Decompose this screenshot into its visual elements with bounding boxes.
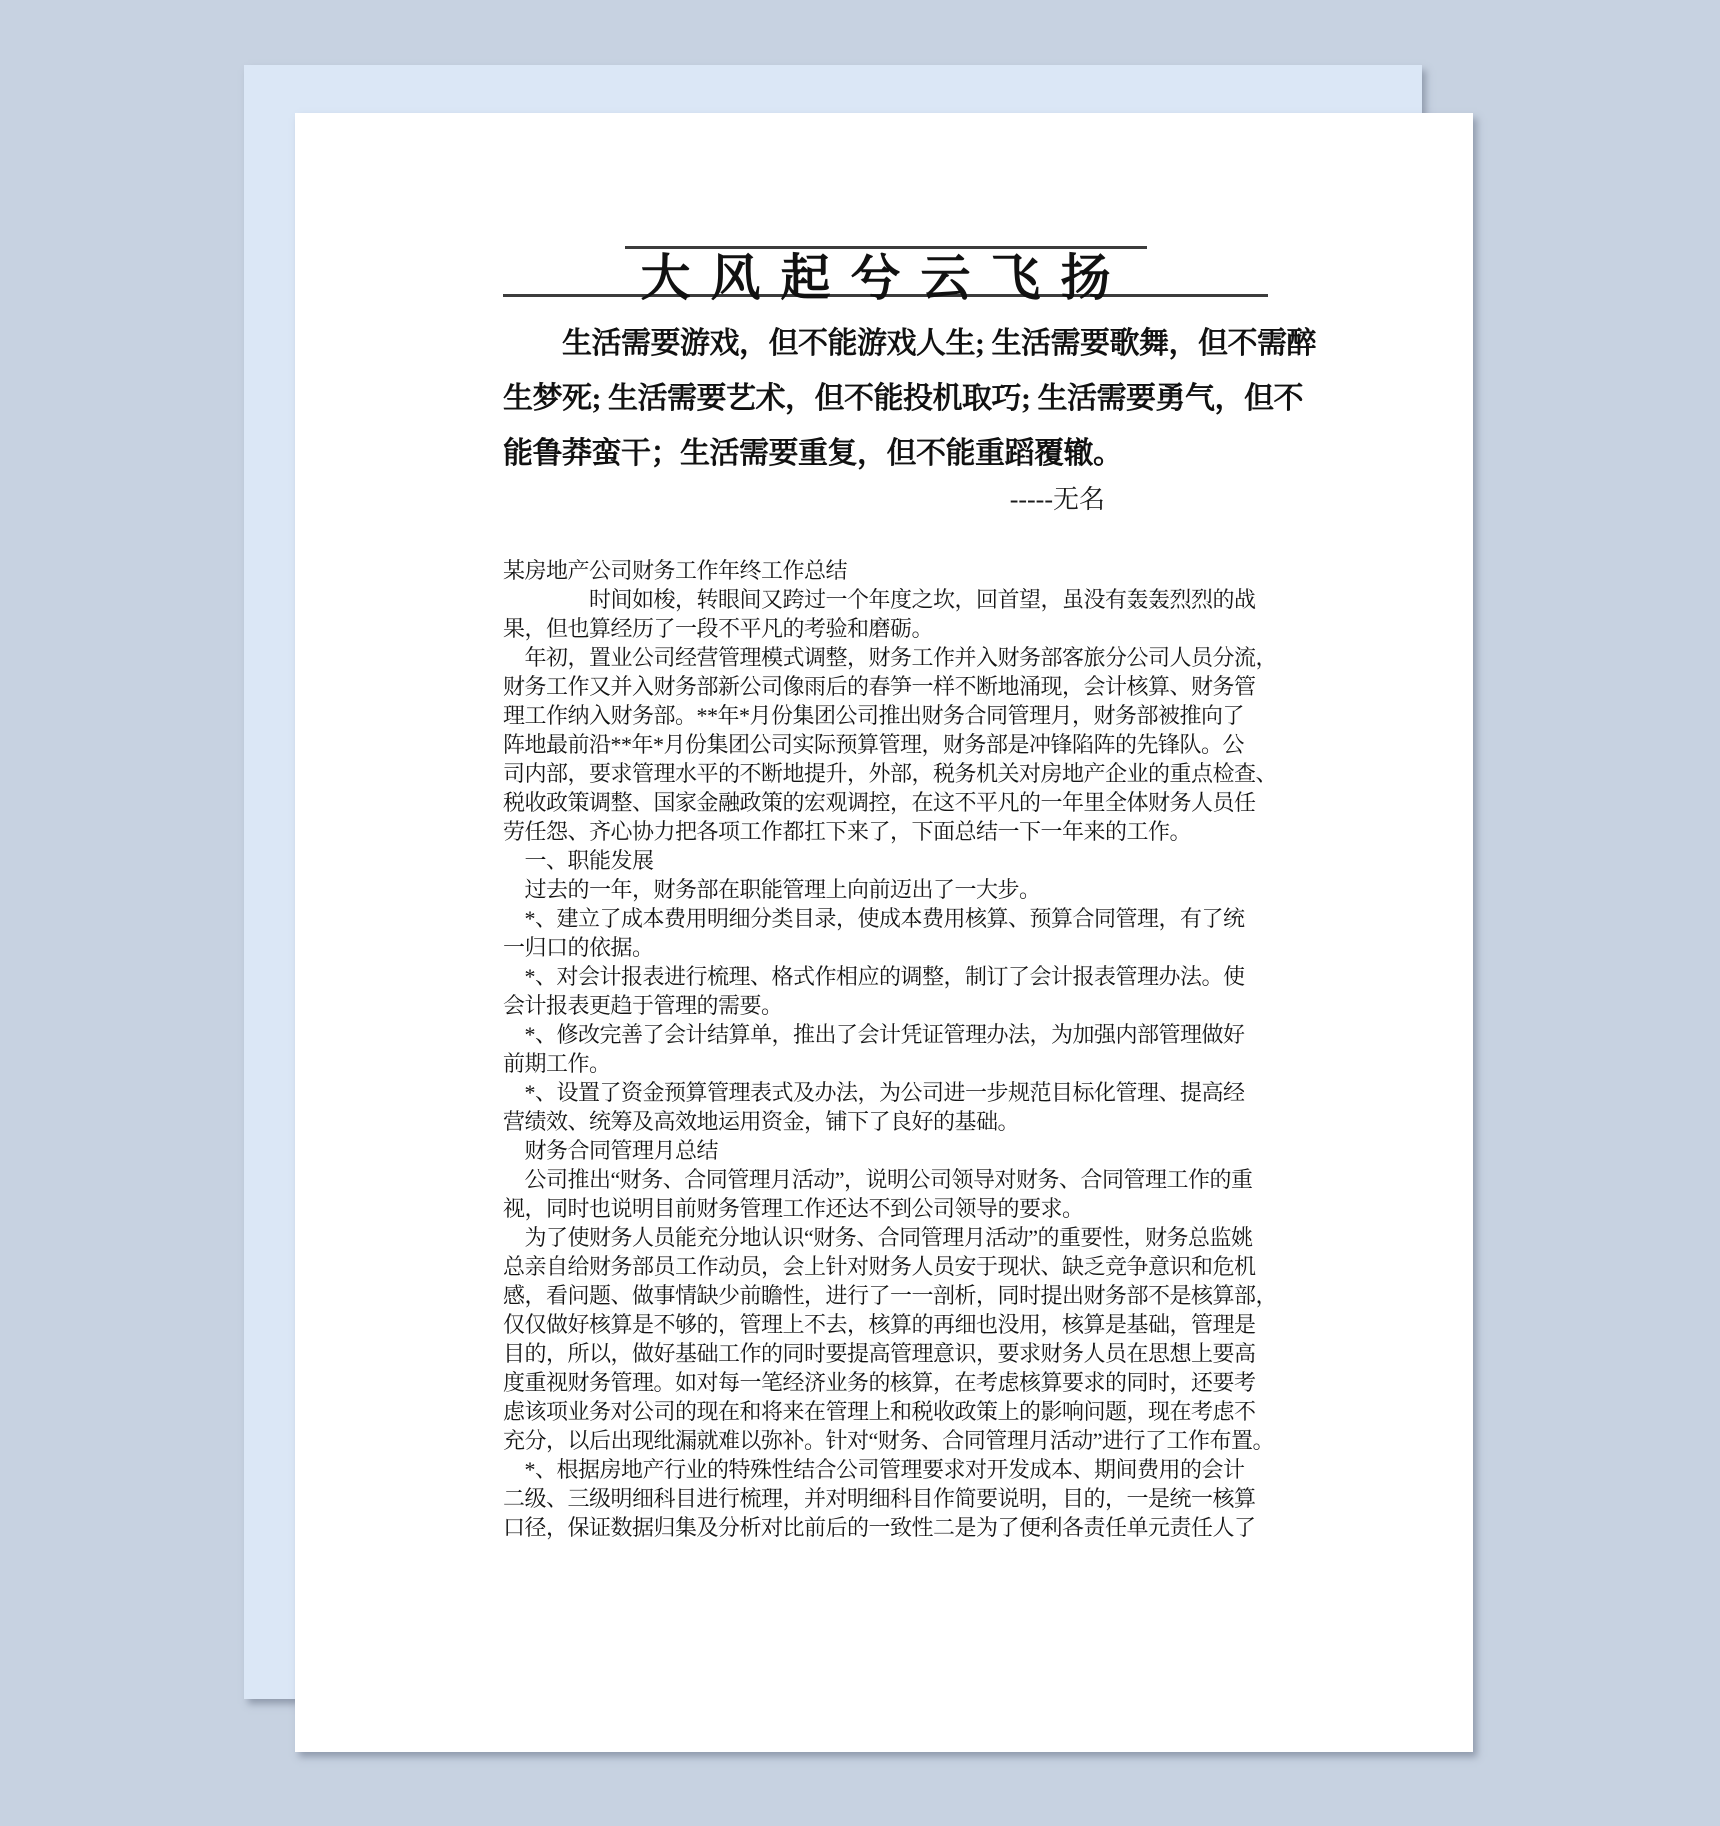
body-line: 财务合同管理月总结	[503, 1138, 719, 1163]
body-line: 司内部，要求管理水平的不断地提升，外部，税务机关对房地产企业的重点检查、	[503, 761, 1278, 786]
body-line: 理工作纳入财务部。**年*月份集团公司推出财务合同管理月，财务部被推向了	[503, 703, 1245, 728]
quote-line: 生梦死; 生活需要艺术，但不能投机取巧; 生活需要勇气，但不	[503, 382, 1303, 415]
body-line: 充分，以后出现纰漏就难以弥补。针对“财务、合同管理月活动”进行了工作布置。	[503, 1428, 1275, 1453]
body-line: 二级、三级明细科目进行梳理，并对明细科目作简要说明，目的，一是统一核算	[503, 1486, 1256, 1511]
body-line: 虑该项业务对公司的现在和将来在管理上和税收政策上的影响问题，现在考虑不	[503, 1399, 1256, 1424]
body-line: 时间如梭，转眼间又跨过一个年度之坎，回首望，虽没有轰轰烈烈的战	[503, 587, 1256, 612]
body-line: 度重视财务管理。如对每一笔经济业务的核算，在考虑核算要求的同时，还要考	[503, 1370, 1256, 1395]
body-line: *、修改完善了会计结算单，推出了会计凭证管理办法，为加强内部管理做好	[503, 1022, 1245, 1047]
quote-line: 生活需要游戏，但不能游戏人生; 生活需要歌舞，但不需醉	[503, 327, 1316, 360]
document-body	[503, 556, 1278, 1542]
quote-paragraph	[503, 316, 1316, 481]
document-page	[295, 113, 1473, 1752]
document-heading: 大风起兮云飞扬	[625, 246, 1147, 305]
body-line: 劳任怨、齐心协力把各项工作都扛下来了，下面总结一下一年来的工作。	[503, 819, 1192, 844]
title-rule-block	[503, 246, 1268, 307]
body-line: 总亲自给财务部员工作动员，会上针对财务人员安于现状、缺乏竞争意识和危机	[503, 1254, 1256, 1279]
body-line: 一、职能发展	[503, 848, 654, 873]
body-line: *、根据房地产行业的特殊性结合公司管理要求对开发成本、期间费用的会计	[503, 1457, 1245, 1482]
body-line: 公司推出“财务、合同管理月活动”，说明公司领导对财务、合同管理工作的重	[503, 1167, 1253, 1192]
body-line: 前期工作。	[503, 1051, 611, 1076]
body-line: 口径，保证数据归集及分析对比前后的一致性二是为了便利各责任单元责任人了	[503, 1515, 1256, 1540]
body-line: 某房地产公司财务工作年终工作总结	[503, 558, 848, 583]
body-line: *、建立了成本费用明细分类目录，使成本费用核算、预算合同管理，有了统	[503, 906, 1245, 931]
body-line: 仅仅做好核算是不够的，管理上不去，核算的再细也没用，核算是基础，管理是	[503, 1312, 1256, 1337]
body-line: 过去的一年，财务部在职能管理上向前迈出了一大步。	[503, 877, 1041, 902]
body-line: 会计报表更趋于管理的需要。	[503, 993, 783, 1018]
body-line: *、对会计报表进行梳理、格式作相应的调整，制订了会计报表管理办法。使	[503, 964, 1245, 989]
quote-attribution: -----无名	[1009, 485, 1105, 514]
quote-line: 能鲁莽蛮干；生活需要重复，但不能重蹈覆辙。	[503, 437, 1123, 470]
body-line: *、设置了资金预算管理表式及办法，为公司进一步规范目标化管理、提高经	[503, 1080, 1245, 1105]
body-line: 感，看问题、做事情缺少前瞻性，进行了一一剖析，同时提出财务部不是核算部，	[503, 1283, 1278, 1308]
body-line: 财务工作又并入财务部新公司像雨后的春笋一样不断地涌现，会计核算、财务管	[503, 674, 1256, 699]
body-line: 为了使财务人员能充分地认识“财务、合同管理月活动”的重要性，财务总监姚	[503, 1225, 1253, 1250]
body-line: 阵地最前沿**年*月份集团公司实际预算管理，财务部是冲锋陷阵的先锋队。公	[503, 732, 1245, 757]
body-line: 营绩效、统筹及高效地运用资金，铺下了良好的基础。	[503, 1109, 1020, 1134]
body-line: 目的，所以，做好基础工作的同时要提高管理意识，要求财务人员在思想上要高	[503, 1341, 1256, 1366]
body-line: 果，但也算经历了一段不平凡的考验和磨砺。	[503, 616, 934, 641]
body-line: 一归口的依据。	[503, 935, 654, 960]
body-line: 年初，置业公司经营管理模式调整，财务工作并入财务部客旅分公司人员分流，	[503, 645, 1278, 670]
body-line: 税收政策调整、国家金融政策的宏观调控，在这不平凡的一年里全体财务人员任	[503, 790, 1256, 815]
body-line: 视，同时也说明目前财务管理工作还达不到公司领导的要求。	[503, 1196, 1084, 1221]
